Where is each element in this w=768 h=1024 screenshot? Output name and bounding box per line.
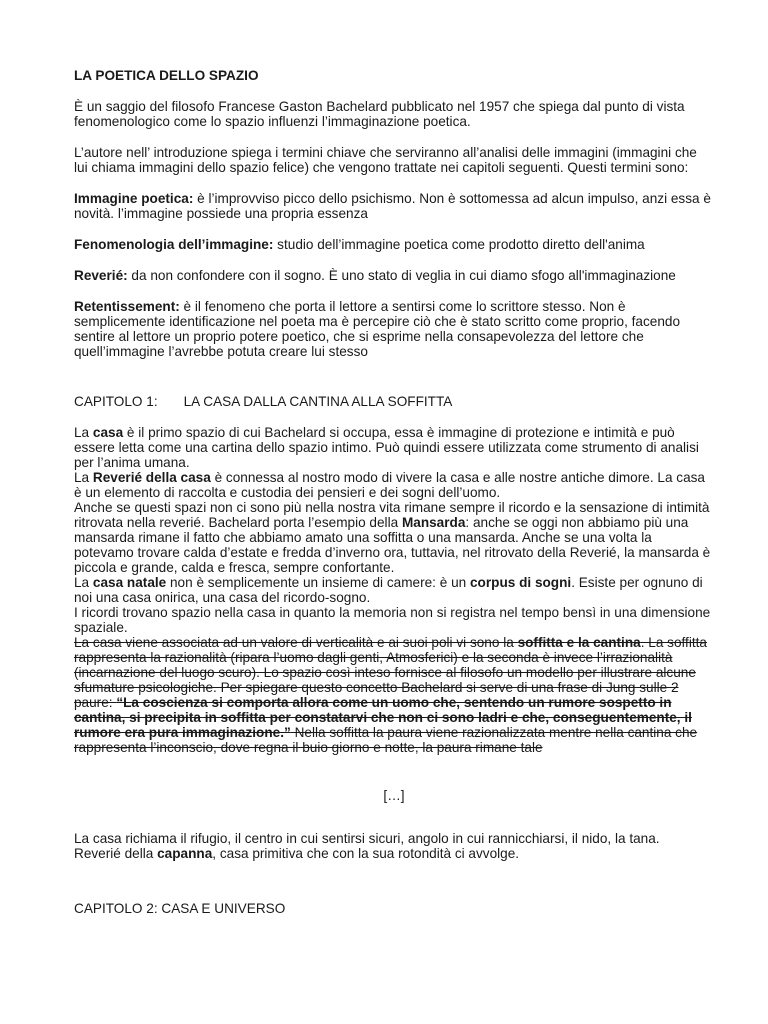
bold-term: Mansarda <box>401 515 466 530</box>
definition-text: studio dell’immagine poetica come prodotto diretto dell'anima <box>273 237 645 252</box>
struck-verticality-paragraph <box>74 635 714 755</box>
document-content <box>74 68 714 916</box>
text-run: La <box>74 575 93 590</box>
text-run: Nella soffitta la paura viene razionalizzata mentre nella cantina che rappresenta l’inconscio, dove regna il buio giorno e notte, la paura rimane tale <box>74 725 698 755</box>
bold-term: casa natale <box>92 575 167 590</box>
definition-fenomenologia <box>74 237 714 252</box>
definition-term: Retentissement: <box>74 299 180 314</box>
bold-term: corpus di sogni <box>469 575 572 590</box>
ricordi-paragraph: I ricordi trovano spazio nella casa in quanto la memoria non si registra nel tempo bensì in una dimensione spaziale. <box>74 605 711 635</box>
omission-ellipsis: […] <box>383 788 405 803</box>
chapter-name: LA CASA DALLA CANTINA ALLA SOFFITTA <box>183 394 453 409</box>
definition-retentissement <box>74 299 714 359</box>
text-run: La <box>74 425 93 440</box>
jung-quote: “La coscienza si comporta allora come un uomo che, sentendo un rumore sospetto in cantina, si precipita in soffitta per constatarvi che non ci sono ladri e che, conseguentemente, il rumore era pura immaginazione.” <box>74 695 692 740</box>
chapter-number: CAPITOLO 1: <box>74 394 158 409</box>
casa-natale-paragraph <box>74 575 714 605</box>
reverie-casa-paragraph <box>74 470 714 500</box>
text-run: . Esiste per ognuno di noi una casa onirica, una casa del ricordo-sogno. <box>74 575 703 605</box>
text-run: non è semplicemente un insieme di camere: è un <box>166 575 470 590</box>
bold-term: capanna <box>157 846 213 861</box>
text-run: , casa primitiva che con la sua rotondità ci avvolge. <box>212 846 520 861</box>
capanna-line <box>74 846 714 861</box>
intro-paragraph-2: L’autore nell’ introduzione spiega i termini chiave che serviranno all’analisi delle immagini (immagini che lui chiama immagini dello spazio felice) che vengono trattate nei capitoli seguenti. Questi termini sono: <box>74 145 697 175</box>
definition-term: Immagine poetica: <box>74 191 194 206</box>
text-run: La casa viene associata ad un valore di verticalità e ai suoi poli vi sono la <box>74 635 518 650</box>
rifugio-line: La casa richiama il rifugio, il centro in cui sentirsi sicuri, angolo in cui rannicchiarsi, il nido, la tana. <box>74 831 660 846</box>
bold-term: casa <box>92 425 124 440</box>
text-run: . La soffitta rappresenta la razionalità (ripara l’uomo dagli genti, Atmosferici) e la seconda è invece l’irrazionalità (incarnazione del luogo scuro). Lo spazio così inteso fornisce al filosofo un modello per illustrare alcune sfumature psicologiche. Per spiegare questo concetto Bachelard si serve di una frase di Jung sulle 2 paure: <box>74 635 707 710</box>
definition-term: Fenomenologia dell’immagine: <box>74 237 274 252</box>
text-run: Reverié della <box>74 846 158 861</box>
definition-text: è il fenomeno che porta il lettore a sentirsi come lo scrittore stesso. Non è semplicemente identificazione nel poeta ma è percepire ciò che è stato scritto come proprio, facendo sentire al lettore un proprio potere poetico, che si esprime nella consapevolezza del lettore che quell’immagine l’avrebbe potuta creare lui stesso <box>74 299 681 359</box>
bold-term: Reverié della casa <box>92 470 211 485</box>
definition-text: da non confondere con il sogno. È uno stato di veglia in cui diamo sfogo all'immaginazione <box>127 268 676 283</box>
casa-paragraph <box>74 425 714 470</box>
text-run: Anche se questi spazi non ci sono più nella nostra vita rimane sempre il ricordo e la sensazione di intimità ritrovata nella reverié. Bachelard porta l’esempio della <box>74 500 710 530</box>
definition-text: è l’improvviso picco dello psichismo. Non è sottomessa ad alcun impulso, anzi essa è novità. l’immagine possiede una propria essenza <box>74 191 711 221</box>
definition-reverie <box>74 268 714 283</box>
intro-paragraph-1: È un saggio del filosofo Francese Gaston Bachelard pubblicato nel 1957 che spiega dal punto di vista fenomenologico come lo spazio influenzi l’immaginazione poetica. <box>74 99 685 129</box>
text-run: è il primo spazio di cui Bachelard si occupa, essa è immagine di protezione e intimità e può essere letta come una cartina dello spazio intimo. Può quindi essere utilizzata come strumento di analisi per l’anima umana. <box>74 425 699 470</box>
text-run: è connessa al nostro modo di vivere la casa e alle nostre antiche dimore. La casa è un elemento di raccolta e custodia dei pensieri e dei sogni dell’uomo. <box>74 470 705 500</box>
text-run: : anche se oggi non abbiamo più una mansarda rimane il fatto che abbiamo amato una soffitta o una mansarda. Anche se una volta la potevamo trovare calda d’estate e fredda d’inverno ora, tuttavia, nel ritrovato della Reverié, la mansarda è piccola e grande, calda e fresca, sempre confortante. <box>74 515 711 575</box>
document-title: LA POETICA DELLO SPAZIO <box>74 68 259 83</box>
text-run: La <box>74 470 93 485</box>
chapter-1-heading <box>74 394 714 409</box>
mansarda-paragraph <box>74 500 714 575</box>
chapter-2-heading: CAPITOLO 2: CASA E UNIVERSO <box>74 901 286 916</box>
definition-term: Reverié: <box>74 268 128 283</box>
bold-term: soffitta e la cantina <box>517 635 641 650</box>
definition-immagine-poetica <box>74 191 714 221</box>
